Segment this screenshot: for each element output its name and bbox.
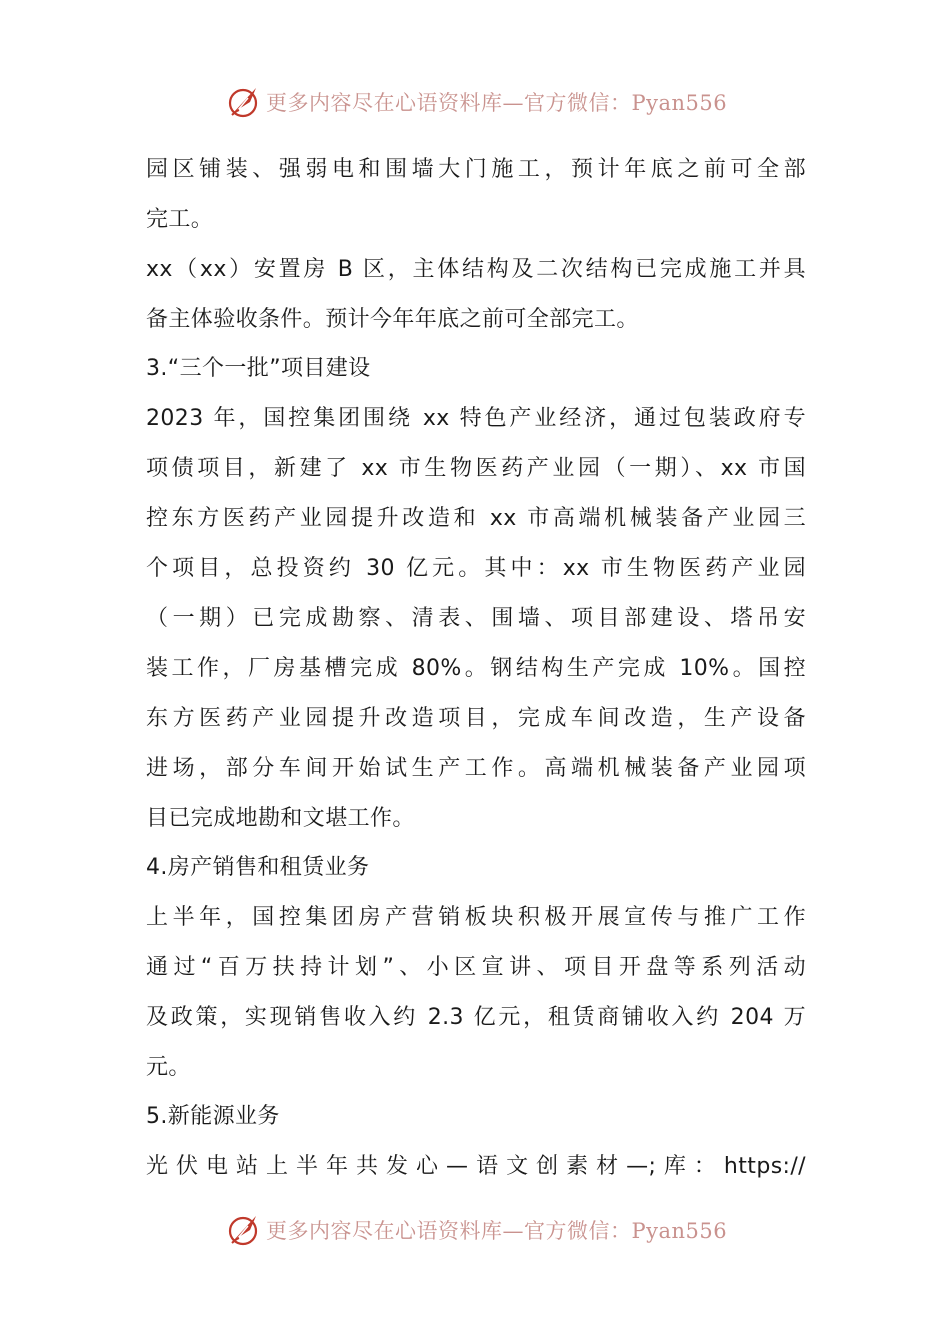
paragraph-line: 元。: [146, 1055, 191, 1080]
paragraph-line: 目已完成地勘和文堪工作。: [146, 806, 415, 831]
section-heading: 5.新能源业务: [146, 1104, 280, 1129]
paragraph-line: 及政策，实现销售收入约 2.3 亿元，租赁商铺收入约 204 万: [146, 1005, 806, 1030]
paragraph-line: 个项目，总投资约 30 亿元。其中：xx 市生物医药产业园: [146, 556, 806, 581]
paragraph-line: 2023 年，国控集团围绕 xx 特色产业经济，通过包装政府专: [146, 406, 806, 431]
header-watermark: [226, 82, 746, 122]
paragraph-line: 通过“百万扶持计划”、小区宣讲、项目开盘等系列活动: [146, 955, 806, 980]
quill-logo-icon: [226, 84, 262, 120]
paragraph-line: 项债项目，新建了 xx 市生物医药产业园（一期）、xx 市国: [146, 456, 806, 481]
paragraph-line: 上半年，国控集团房产营销板块积极开展宣传与推广工作: [146, 905, 806, 930]
watermark-text: 更多内容尽在心语资料库—官方微信：Pyan556: [266, 1219, 728, 1243]
paragraph-line: 东方医药产业园提升改造项目，完成车间改造，生产设备: [146, 706, 806, 731]
paragraph-line: 进场，部分车间开始试生产工作。高端机械装备产业园项: [146, 756, 806, 781]
paragraph-line: 备主体验收条件。预计今年年底之前可全部完工。: [146, 307, 639, 332]
paragraph-line: 控东方医药产业园提升改造和 xx 市高端机械装备产业园三: [146, 506, 806, 531]
paragraph-line: xx（xx）安置房 B 区，主体结构及二次结构已完成施工并具: [146, 257, 806, 282]
paragraph-line: 完工。: [146, 207, 214, 232]
paragraph-line: （一期）已完成勘察、清表、围墙、项目部建设、塔吊安: [146, 606, 806, 631]
paragraph-line: 装工作，厂房基槽完成 80%。钢结构生产完成 10%。国控: [146, 656, 806, 681]
quill-logo-icon: [226, 1212, 262, 1248]
watermark-text: 更多内容尽在心语资料库—官方微信：Pyan556: [266, 91, 728, 115]
footer-watermark: [226, 1210, 746, 1250]
section-heading: 3.“三个一批”项目建设: [146, 356, 371, 381]
section-heading: 4.房产销售和租赁业务: [146, 855, 370, 880]
paragraph-line: 光伏电站上半年共发心—语文创素材—;库：https://: [146, 1154, 806, 1179]
paragraph-line: 园区铺装、强弱电和围墙大门施工，预计年底之前可全部: [146, 157, 806, 182]
